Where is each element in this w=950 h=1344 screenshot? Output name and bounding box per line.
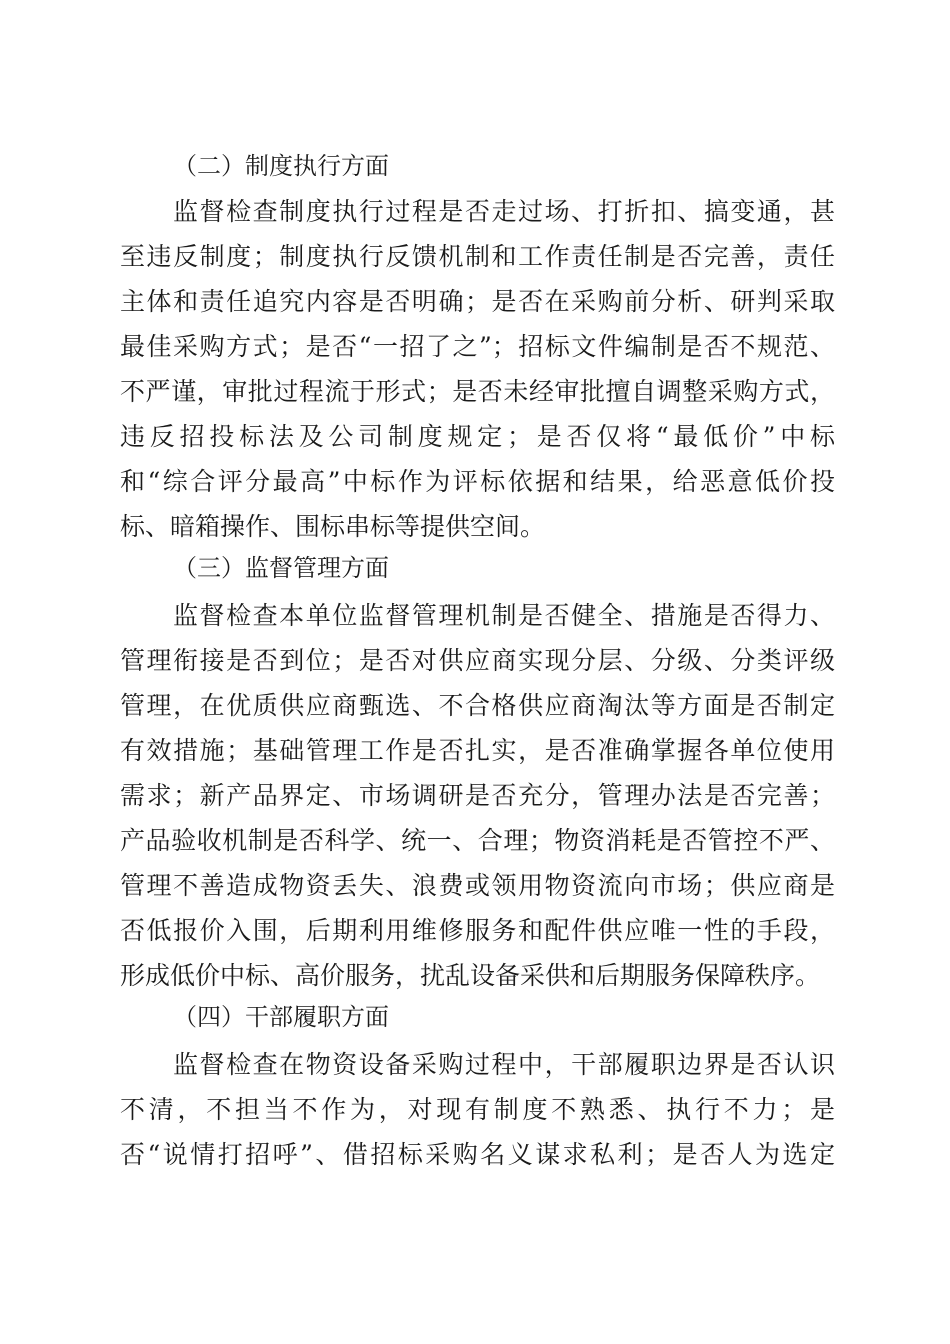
paragraph-line: 监督检查在物资设备采购过程中，干部履职边界是否认识 <box>173 1050 835 1079</box>
paragraph-line: 否“说情打招呼”、借招标采购名义谋求私利；是否人为选定 <box>120 1140 835 1169</box>
paragraph-line: 管理，在优质供应商甄选、不合格供应商淘汰等方面是否制定 <box>120 691 835 720</box>
paragraph-line: 有效措施；基础管理工作是否扎实，是否准确掌握各单位使用 <box>120 736 835 765</box>
paragraph-line: 需求；新产品界定、市场调研是否充分，管理办法是否完善； <box>120 781 835 810</box>
section-heading: （四）干部履职方面 <box>173 1003 389 1031</box>
paragraph-line: 主体和责任追究内容是否明确；是否在采购前分析、研判采取 <box>120 287 835 316</box>
paragraph-line: 不清，不担当不作为，对现有制度不熟悉、执行不力；是 <box>120 1095 835 1124</box>
paragraph-line: 管理衔接是否到位；是否对供应商实现分层、分级、分类评级 <box>120 646 835 675</box>
paragraph-line: 监督检查制度执行过程是否走过场、打折扣、搞变通，甚 <box>173 197 835 226</box>
paragraph-line: 管理不善造成物资丢失、浪费或领用物资流向市场；供应商是 <box>120 871 835 900</box>
paragraph-line: 标、暗箱操作、围标串标等提供空间。 <box>120 512 546 541</box>
paragraph-line: 至违反制度；制度执行反馈机制和工作责任制是否完善，责任 <box>120 242 835 271</box>
paragraph-line: 最佳采购方式；是否“一招了之”；招标文件编制是否不规范、 <box>120 332 835 361</box>
paragraph-line: 产品验收机制是否科学、统一、合理；物资消耗是否管控不严、 <box>120 826 835 855</box>
paragraph-line: 违反招投标法及公司制度规定；是否仅将“最低价”中标 <box>120 422 835 451</box>
section-heading: （二）制度执行方面 <box>173 152 389 180</box>
paragraph-line: 不严谨，审批过程流于形式；是否未经审批擅自调整采购方式， <box>120 377 835 406</box>
paragraph-line: 形成低价中标、高价服务，扰乱设备采供和后期服务保障秩序。 <box>120 961 821 990</box>
paragraph-line: 和“综合评分最高”中标作为评标依据和结果，给恶意低价投 <box>120 467 835 496</box>
paragraph-line: 监督检查本单位监督管理机制是否健全、措施是否得力、 <box>173 601 835 630</box>
paragraph-line: 否低报价入围，后期利用维修服务和配件供应唯一性的手段， <box>120 916 835 945</box>
section-heading: （三）监督管理方面 <box>173 554 389 582</box>
